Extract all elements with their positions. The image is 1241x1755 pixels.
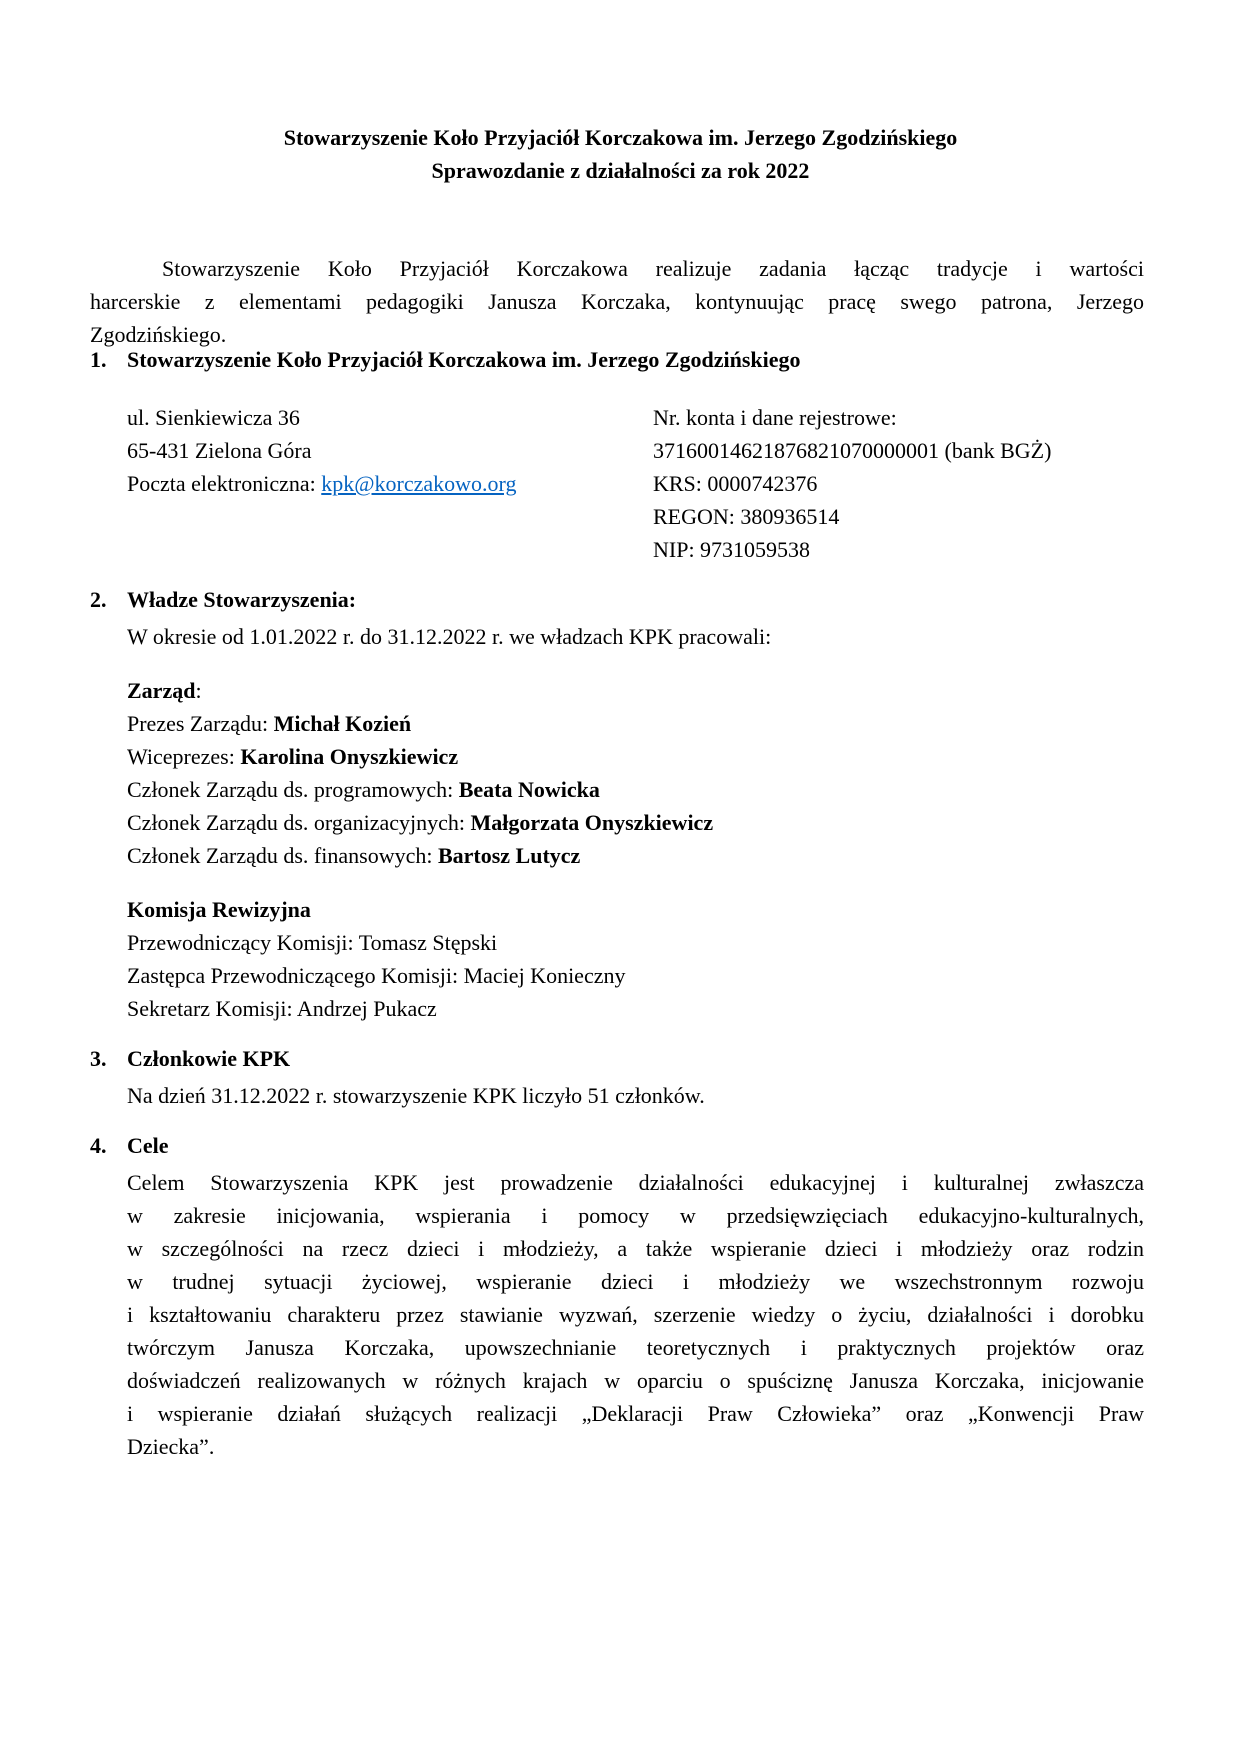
audit-member: Sekretarz Komisji: Andrzej Pukacz [127,996,437,1021]
document-title: Stowarzyszenie Koło Przyjaciół Korczakowa im. Jerzego Zgodzińskiego [283,125,958,150]
board-member [127,740,458,773]
address-city: 65-431 Zielona Góra [127,438,312,463]
board-member [127,839,580,872]
goals-line: i wspieranie działań służących realizacji „Deklaracji Praw Człowieka” oraz „Konwencji Praw [127,1401,1144,1426]
goals-line: doświadczeń realizowanych w różnych krajach w oparciu o spuściznę Janusza Korczaka, inicjowanie [127,1368,1144,1393]
board-member [127,707,411,740]
nip-number: NIP: 9731059538 [653,537,811,562]
intro-line: Zgodzińskiego. [90,322,227,347]
audit-heading: Komisja Rewizyjna [127,897,311,922]
section-2-number: 2. [90,587,107,612]
board-name: Karolina Onyszkiewicz [240,744,459,769]
email-line [127,467,516,500]
goals-line: twórczym Janusza Korczaka, upowszechnianie teoretycznych i praktycznych projektów oraz [127,1335,1144,1360]
address-street: ul. Sienkiewicza 36 [127,405,300,430]
board-heading-colon: : [195,678,202,703]
goals-line: Celem Stowarzyszenia KPK jest prowadzenie działalności edukacyjnej i kulturalnej zwłaszcza [127,1170,1144,1195]
section-3-number: 3. [90,1046,107,1071]
board-role: Członek Zarządu ds. programowych: [127,777,459,802]
period-text: W okresie od 1.01.2022 r. do 31.12.2022 r. we władzach KPK pracowali: [127,624,772,649]
board-heading: Zarząd [127,678,196,703]
audit-member: Przewodniczący Komisji: Tomasz Stępski [127,930,498,955]
goals-line: i kształtowaniu charakteru przez stawianie wyzwań, szerzenie wiedzy o życiu, działalności i dorobku [127,1302,1144,1327]
board-role: Wiceprezes: [127,744,241,769]
audit-member: Zastępca Przewodniczącego Komisji: Maciej Konieczny [127,963,626,988]
regon-number: REGON: 380936514 [653,504,840,529]
board-name: Małgorzata Onyszkiewicz [470,810,714,835]
email-label: Poczta elektroniczna: [127,471,322,496]
krs-number: KRS: 0000742376 [653,471,818,496]
board-role: Prezes Zarządu: [127,711,274,736]
section-1-number: 1. [90,347,107,372]
email-link[interactable]: kpk@korczakowo.org [321,471,517,496]
section-4-number: 4. [90,1133,107,1158]
goals-line: Dziecka”. [127,1434,215,1459]
document-subtitle: Sprawozdanie z działalności za rok 2022 [431,158,810,183]
board-member [127,773,600,806]
intro-line: Stowarzyszenie Koło Przyjaciół Korczakowa realizuje zadania łącząc tradycje i wartości [162,256,1144,281]
board-heading-line [127,674,202,707]
intro-paragraph [90,252,1144,351]
section-1-heading: Stowarzyszenie Koło Przyjaciół Korczakowa im. Jerzego Zgodzińskiego [127,347,801,372]
section-3-heading: Członkowie KPK [127,1046,291,1071]
board-role: Członek Zarządu ds. organizacyjnych: [127,810,471,835]
registration-label: Nr. konta i dane rejestrowe: [653,405,897,430]
members-count-text: Na dzień 31.12.2022 r. stowarzyszenie KPK liczyło 51 członków. [127,1083,705,1108]
goals-paragraph [127,1166,1144,1463]
goals-line: w zakresie inicjowania, wspierania i pomocy w przedsięwzięciach edukacyjno-kulturalnych, [127,1203,1144,1228]
goals-line: w szczególności na rzecz dzieci i młodzieży, a także wspieranie dzieci i młodzieży oraz rodzin [127,1236,1144,1261]
bank-account: 37160014621876821070000001 (bank BGŻ) [653,438,1052,463]
section-4-heading: Cele [127,1133,169,1158]
board-role: Członek Zarządu ds. finansowych: [127,843,438,868]
intro-line: harcerskie z elementami pedagogiki Janusza Korczaka, kontynuując pracę swego patrona, Jerzego [90,289,1144,314]
board-name: Michał Kozień [273,711,412,736]
board-member [127,806,713,839]
goals-line: w trudnej sytuacji życiowej, wspieranie dzieci i młodzieży we wszechstronnym rozwoju [127,1269,1144,1294]
board-name: Beata Nowicka [458,777,600,802]
section-2-heading: Władze Stowarzyszenia: [127,587,357,612]
board-name: Bartosz Lutycz [437,843,581,868]
